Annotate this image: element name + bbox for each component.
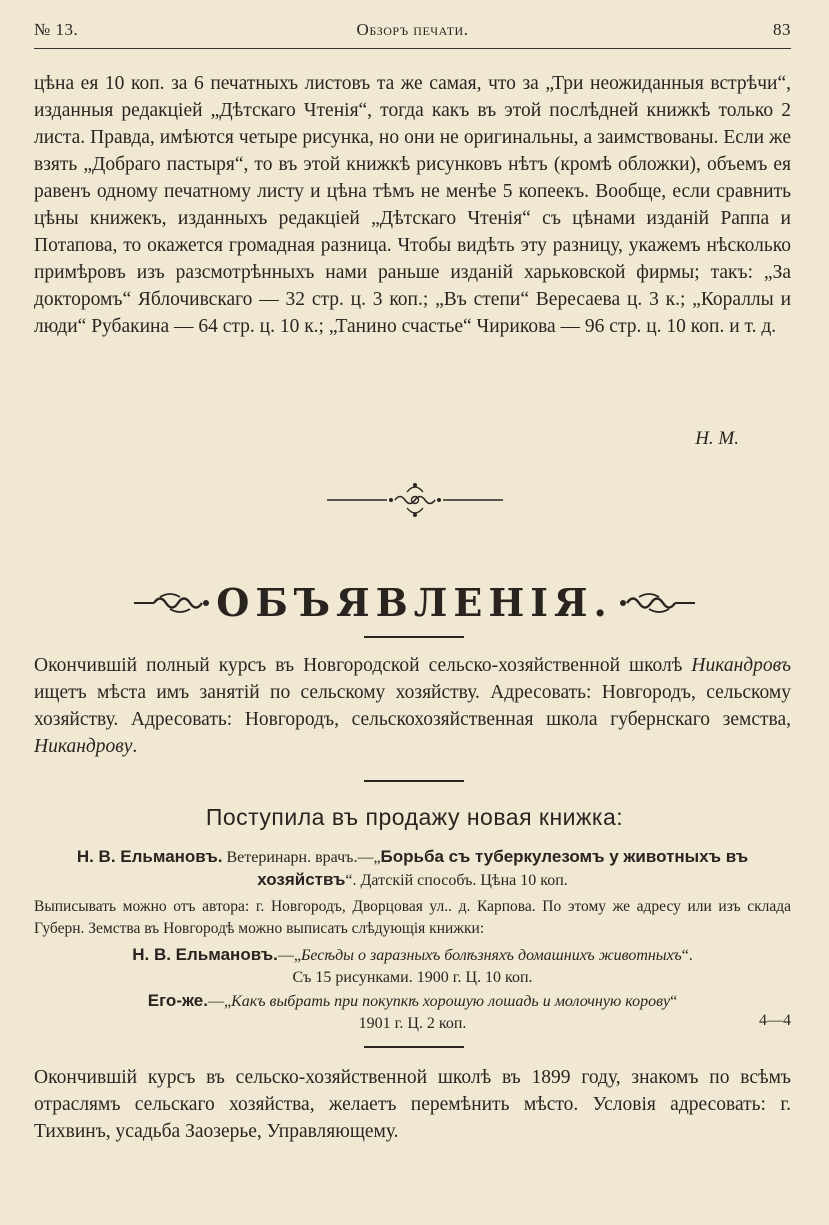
ad1-text: Окончившій полный курсъ въ Новгородской сельско-хозяйственной школѣ xyxy=(34,655,692,676)
book-author: Н. В. Ельмановъ. xyxy=(132,945,278,964)
book-price: “. Датскій способъ. Цѣна 10 коп. xyxy=(345,872,568,889)
book-details: 1901 г. Ц. 2 коп. xyxy=(358,1015,467,1032)
ad1-name: Никандрову xyxy=(34,736,133,757)
book-2 xyxy=(34,944,791,989)
book-title: Борьба съ туберкулезомъ у животныхъ въ хозяйствъ xyxy=(257,847,749,889)
book-author: Его-же. xyxy=(147,991,208,1010)
book-title: Какъ выбрать при покупкѣ хорошую лошадь и молочную корову xyxy=(231,993,671,1010)
issue-number: № 13. xyxy=(34,20,79,39)
book-details: Съ 15 рисунками. 1900 г. Ц. 10 коп. xyxy=(292,969,533,986)
section-heading xyxy=(0,580,829,625)
book-quote: “. xyxy=(681,947,693,964)
heading-text: ОБЪЯВЛЕНІЯ. xyxy=(216,580,613,625)
order-note xyxy=(34,896,791,940)
book-title: Бесѣды о заразныхъ болѣзняхъ домашнихъ животныхъ xyxy=(300,947,682,964)
book-author: Н. В. Ельмановъ. xyxy=(76,847,223,866)
book-quote: “ xyxy=(670,993,678,1010)
book-dash: —„ xyxy=(207,993,232,1010)
divider xyxy=(364,780,464,782)
order-note-text: Выписывать можно отъ автора: г. Новгородъ, Дворцовая ул.. д. Карпова. По этому же адресу или изъ склада Губерн. Земства въ Новгородѣ можно выписать слѣдующія книжки: xyxy=(34,898,791,937)
page-number: 83 xyxy=(773,20,791,39)
section-title: Обзоръ печати. xyxy=(356,20,469,39)
ad1-text: ищетъ мѣста имъ занятій по сельскому хозяйству. Адресовать: Новгородъ, сельскому хозяйству. Адресовать: Новгородъ, сельскохозяйственная школа губернскаго земства, xyxy=(34,682,791,730)
advertisement-2 xyxy=(34,1064,791,1145)
ad2-paragraph: Окончившій курсъ въ сельско-хозяйственной школѣ въ 1899 году, знакомъ по всѣмъ отраслямъ сельскаго хозяйства, желаетъ перемѣнить мѣсто. Условія адресовать: г. Тихвинъ, усадьба Заозерье, Управляющему. xyxy=(34,1067,791,1142)
divider xyxy=(364,636,464,638)
book-1 xyxy=(34,846,791,892)
ad1-name: Никандровъ xyxy=(691,655,791,676)
running-header xyxy=(34,20,791,48)
ad1-text: . xyxy=(132,736,138,757)
fleuron-ornament-icon xyxy=(0,480,829,525)
book-role: Ветеринарн. врачъ.—„ xyxy=(222,849,381,866)
ad1-paragraph xyxy=(34,652,791,760)
review-paragraph: цѣна ея 10 коп. за 6 печатныхъ листовъ та же самая, что за „Три неожиданныя встрѣчи“, изданныя редакціей „Дѣтскаго Чтенія“, тогда какъ въ этой послѣдней книжкѣ только 2 листа. Правда, имѣются четыре рисунка, но они не оригинальны, а заимствованы. Если же взять „Добраго пастыря“, то въ этой книжкѣ рисунковъ нѣтъ (кромѣ обложки), объемъ ея равенъ одному печатному листу и цѣна тѣмъ не менѣе 5 копеекъ. Вообще, если сравнить цѣны книжекъ, изданныхъ редакціей „Дѣтскаго Чтенія“ съ цѣнами изданій Раппа и Потапова, то окажется громадная разница. Чтобы видѣть эту разницу, укажемъ нѣсколько примѣровъ изъ разсмотрѣнныхъ нами раньше изданій харьковской фирмы; такъ: „За докторомъ“ Яблочивскаго — 32 стр. ц. 3 коп.; „Въ степи“ Вересаева ц. 3 к.; „Кораллы и люди“ Рубакина — 64 стр. ц. 10 к.; „Танино счастье“ Чирикова — 96 стр. ц. 10 коп. и т. д. xyxy=(34,73,791,337)
advertisement-1 xyxy=(34,652,791,760)
divider xyxy=(364,1046,464,1048)
scroll-ornament-left-icon xyxy=(134,591,212,615)
review-text xyxy=(34,70,791,340)
run-number: 4—4 xyxy=(759,1012,791,1029)
sale-title: Поступила въ продажу новая книжка: xyxy=(205,804,624,830)
book-dash: —„ xyxy=(277,947,301,964)
review-signature: Н. М. xyxy=(695,428,739,449)
book-3 xyxy=(34,990,791,1035)
header-rule xyxy=(34,48,791,49)
scroll-ornament-right-icon xyxy=(617,591,695,615)
